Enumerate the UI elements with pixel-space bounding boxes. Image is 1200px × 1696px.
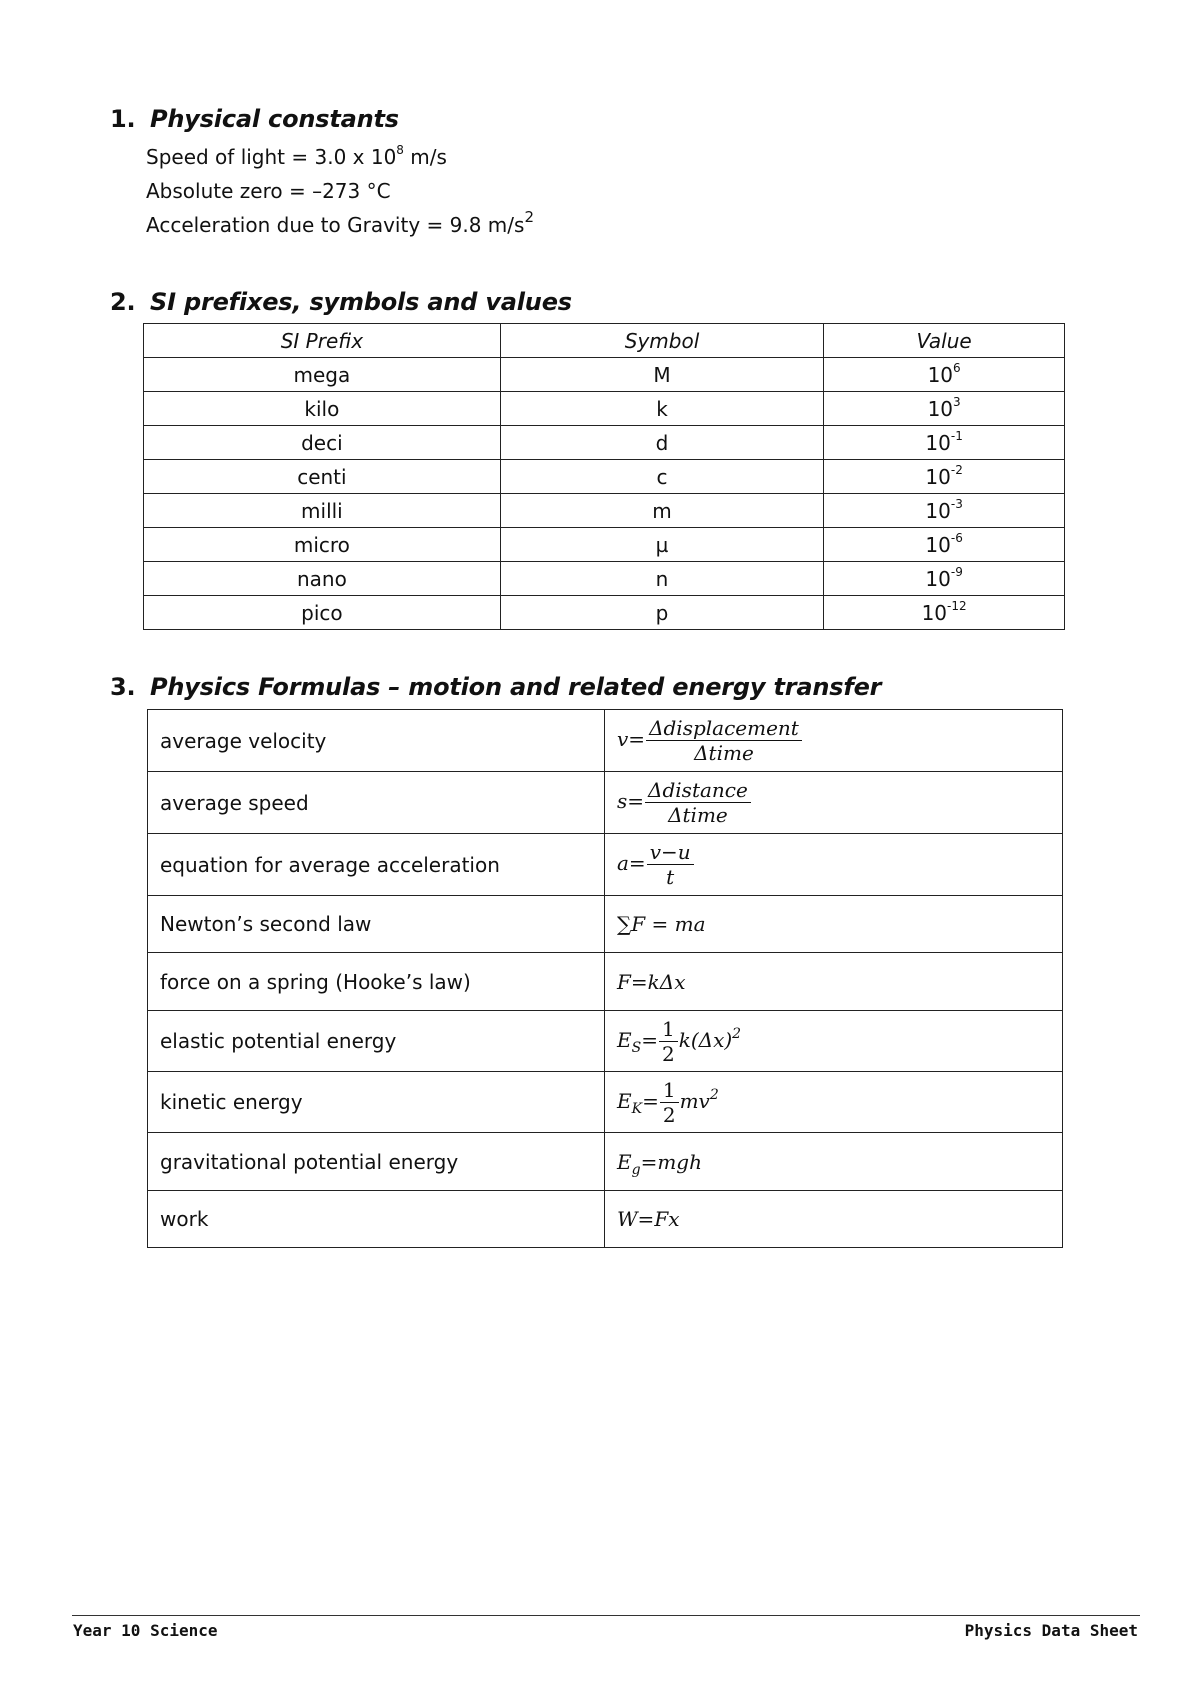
- formula-denominator: Δtime: [694, 741, 754, 765]
- value-exponent: -2: [950, 462, 963, 477]
- value-base: 10: [925, 430, 951, 455]
- value-exponent: -6: [950, 530, 963, 545]
- formula-subscript: g: [631, 1161, 641, 1178]
- header-symbol: Symbol: [500, 324, 823, 358]
- table-row: [148, 1191, 1063, 1248]
- value-base: 10: [925, 498, 951, 523]
- value-cell: [824, 596, 1065, 630]
- formula-lhs: E: [617, 1088, 632, 1113]
- formula-name: equation for average acceleration: [148, 834, 605, 896]
- formula-rest: k(Δx): [678, 1027, 733, 1052]
- formula-lhs: E: [617, 1149, 632, 1174]
- formula-name: gravitational potential energy: [148, 1133, 605, 1191]
- table-row: [144, 494, 1065, 528]
- value-base: 10: [921, 600, 948, 625]
- symbol-cell: k: [500, 392, 823, 426]
- si-prefix-table: [143, 323, 1065, 630]
- prefix-cell: pico: [144, 596, 501, 630]
- formula-lhs: s=: [617, 789, 645, 813]
- prefix-cell: milli: [144, 494, 501, 528]
- formula-cell: [605, 1011, 1063, 1072]
- constant-label: Absolute zero = –273 °C: [146, 179, 391, 203]
- footer-divider: [72, 1615, 1140, 1616]
- value-exponent: -9: [950, 564, 963, 579]
- constant-unit: m/s: [403, 145, 447, 169]
- formula-lhs: v=: [617, 727, 646, 751]
- formula-name: kinetic energy: [148, 1072, 605, 1133]
- header-value: Value: [824, 324, 1065, 358]
- value-cell: [824, 562, 1065, 596]
- section-1-heading: [110, 105, 399, 133]
- section-3-heading: [110, 673, 881, 701]
- formula-denominator: 2: [661, 1041, 675, 1066]
- formula-table: [147, 709, 1063, 1248]
- prefix-cell: micro: [144, 528, 501, 562]
- formula-expression: ∑F = ma: [617, 912, 706, 936]
- formula-cell: [605, 834, 1063, 896]
- formula-lhs: E: [617, 1027, 632, 1052]
- value-cell: [824, 494, 1065, 528]
- table-row: [144, 392, 1065, 426]
- formula-rest: =mgh: [640, 1149, 702, 1174]
- formula-numerator: 1: [659, 1017, 678, 1042]
- value-cell: [824, 426, 1065, 460]
- formula-numerator: v−u: [647, 840, 694, 865]
- table-row: [144, 426, 1065, 460]
- symbol-cell: c: [500, 460, 823, 494]
- symbol-cell: m: [500, 494, 823, 528]
- value-exponent: -3: [950, 496, 963, 511]
- section-1-number: 1.: [110, 105, 136, 133]
- formula-cell: [605, 772, 1063, 834]
- section-3-title: Physics Formulas – motion and related energy transfer: [150, 673, 882, 701]
- header-si-prefix: SI Prefix: [144, 324, 501, 358]
- symbol-cell: n: [500, 562, 823, 596]
- table-header-row: [144, 324, 1065, 358]
- symbol-cell: d: [500, 426, 823, 460]
- formula-name: average speed: [148, 772, 605, 834]
- prefix-cell: mega: [144, 358, 501, 392]
- table-row: [148, 1072, 1063, 1133]
- formula-numerator: 1: [660, 1078, 679, 1103]
- table-row: [148, 1133, 1063, 1191]
- formula-cell: [605, 1072, 1063, 1133]
- formula-name: elastic potential energy: [148, 1011, 605, 1072]
- value-exponent: 3: [953, 394, 961, 409]
- symbol-cell: µ: [500, 528, 823, 562]
- formula-cell: [605, 896, 1063, 953]
- table-row: [148, 1011, 1063, 1072]
- value-cell: [824, 460, 1065, 494]
- section-3-number: 3.: [110, 673, 136, 701]
- formula-subscript: S: [631, 1039, 642, 1056]
- value-exponent: -12: [947, 598, 967, 613]
- formula-cell: [605, 1133, 1063, 1191]
- section-2-number: 2.: [110, 288, 136, 316]
- value-base: 10: [925, 464, 951, 489]
- prefix-cell: nano: [144, 562, 501, 596]
- formula-numerator: Δdistance: [645, 778, 751, 803]
- prefix-cell: centi: [144, 460, 501, 494]
- table-row: [148, 772, 1063, 834]
- formula-subscript: K: [631, 1100, 643, 1117]
- table-row: [144, 562, 1065, 596]
- table-row: [148, 953, 1063, 1011]
- value-base: 10: [927, 362, 954, 387]
- formula-cell: [605, 1191, 1063, 1248]
- value-cell: [824, 392, 1065, 426]
- footer-right: Physics Data Sheet: [964, 1621, 1138, 1640]
- section-2-title: SI prefixes, symbols and values: [150, 288, 572, 316]
- formula-equals: =: [641, 1027, 658, 1052]
- formula-rest: mv: [679, 1088, 710, 1113]
- formula-name: average velocity: [148, 710, 605, 772]
- table-row: [148, 710, 1063, 772]
- table-row: [144, 460, 1065, 494]
- formula-lhs: a=: [617, 851, 646, 875]
- formula-denominator: Δtime: [668, 803, 728, 827]
- value-base: 10: [925, 532, 951, 557]
- value-base: 10: [925, 566, 951, 591]
- constant-label: Speed of light = 3.0 x 10: [146, 145, 397, 169]
- prefix-cell: kilo: [144, 392, 501, 426]
- prefix-cell: deci: [144, 426, 501, 460]
- formula-cell: [605, 710, 1063, 772]
- value-exponent: -1: [950, 428, 963, 443]
- symbol-cell: p: [500, 596, 823, 630]
- formula-denominator: t: [666, 865, 675, 889]
- table-row: [148, 896, 1063, 953]
- table-row: [144, 358, 1065, 392]
- table-row: [144, 596, 1065, 630]
- constant-absolute-zero: [146, 179, 391, 203]
- value-exponent: 6: [953, 360, 961, 375]
- symbol-cell: M: [500, 358, 823, 392]
- footer-left: Year 10 Science: [73, 1621, 218, 1640]
- formula-expression: F=kΔx: [617, 969, 686, 994]
- formula-expression: W=Fx: [617, 1207, 680, 1231]
- table-row: [148, 834, 1063, 896]
- constant-label: Acceleration due to Gravity = 9.8 m/s: [146, 213, 525, 237]
- formula-exponent: 2: [709, 1086, 719, 1103]
- formula-numerator: Δdisplacement: [646, 716, 802, 741]
- formula-equals: =: [642, 1088, 659, 1113]
- formula-exponent: 2: [732, 1025, 742, 1042]
- table-row: [144, 528, 1065, 562]
- section-2-heading: [110, 288, 572, 316]
- formula-name: force on a spring (Hooke’s law): [148, 953, 605, 1011]
- constant-exponent: 2: [524, 208, 534, 227]
- constant-exponent: 8: [396, 143, 404, 158]
- value-cell: [824, 528, 1065, 562]
- formula-name: Newton’s second law: [148, 896, 605, 953]
- value-base: 10: [927, 396, 954, 421]
- section-1-title: Physical constants: [150, 105, 399, 133]
- formula-name: work: [148, 1191, 605, 1248]
- value-cell: [824, 358, 1065, 392]
- constant-speed-of-light: [146, 145, 447, 169]
- constant-gravity: [146, 208, 534, 237]
- formula-cell: [605, 953, 1063, 1011]
- formula-denominator: 2: [662, 1102, 676, 1127]
